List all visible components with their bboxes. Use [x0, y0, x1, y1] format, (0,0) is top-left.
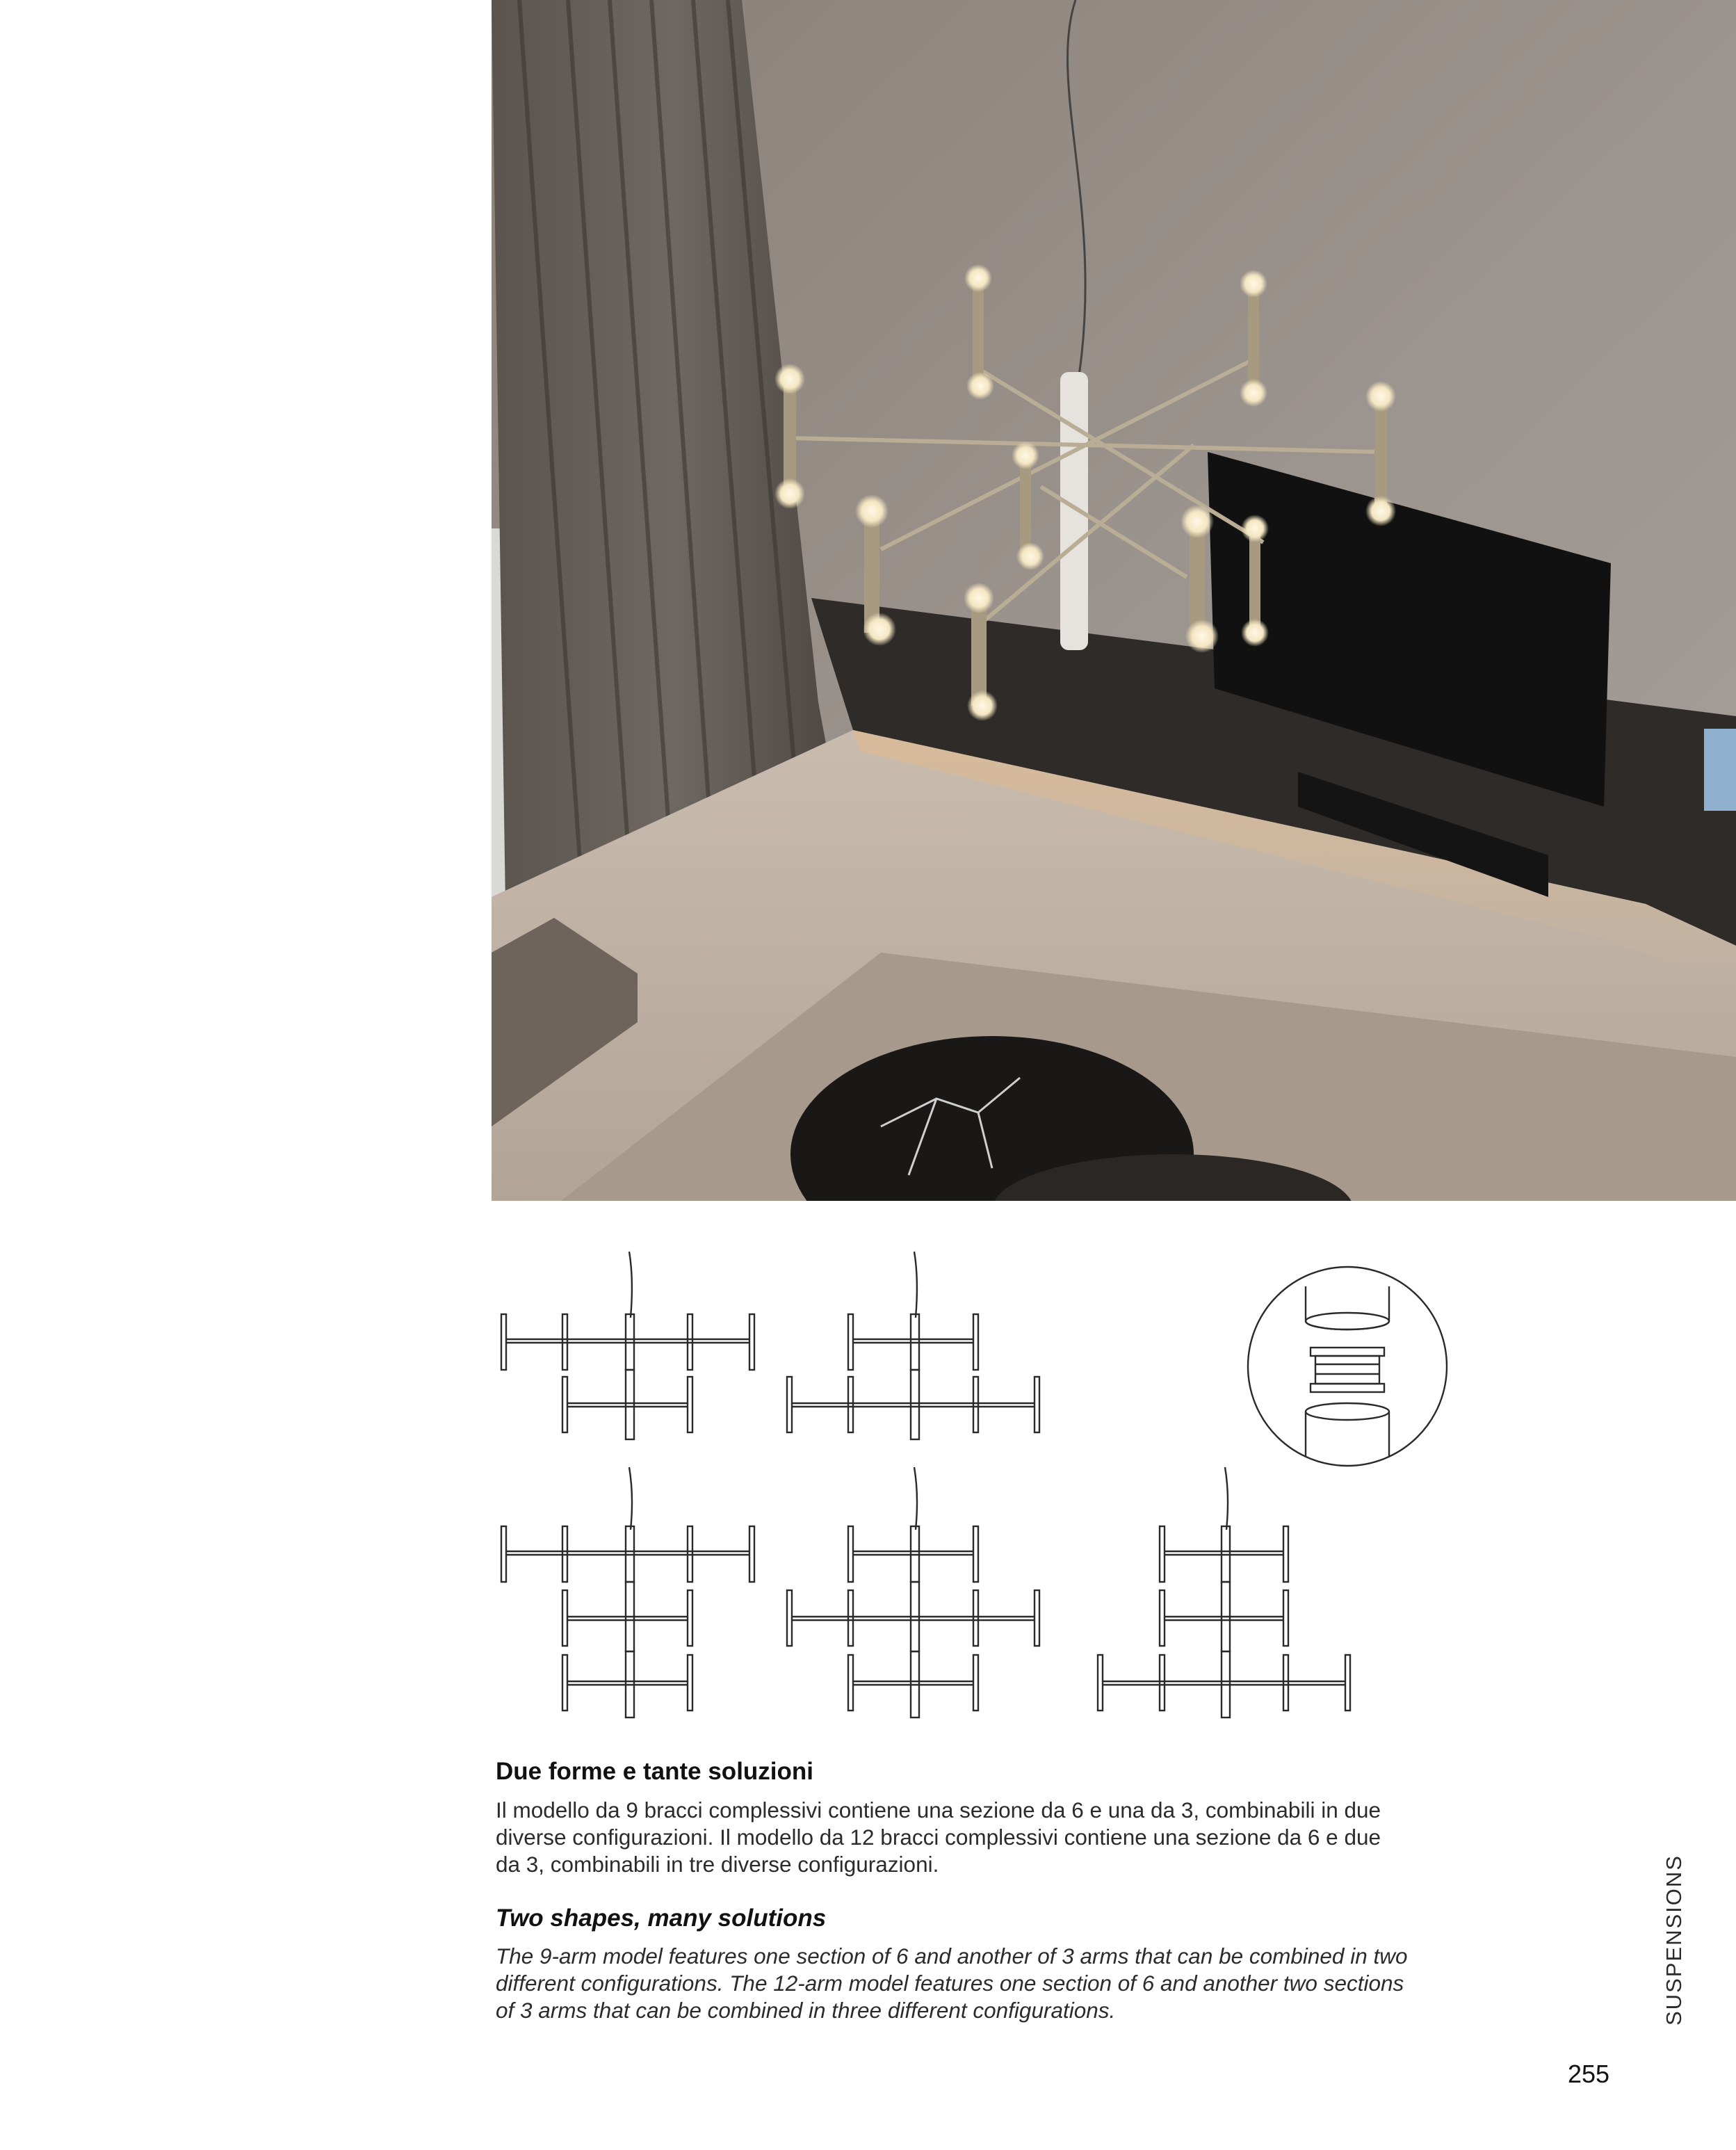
config-12-arm-b	[787, 1467, 1039, 1717]
italian-line: diverse configurazioni. Il modello da 12 bracci complessivi contiene una sezione da 6 e due	[496, 1825, 1381, 1850]
italian-line: Il modello da 9 bracci complessivi contiene una sezione da 6 e una da 3, combinabili in due	[496, 1797, 1381, 1822]
english-line: of 3 arms that can be combined in three different configurations.	[496, 1998, 1116, 2023]
configuration-diagrams	[487, 1245, 1502, 1731]
italian-line: da 3, combinabili in tre diverse configurazioni.	[496, 1852, 939, 1877]
configuration-diagrams-svg	[487, 1245, 1502, 1731]
config-12-arm-c	[1098, 1467, 1350, 1717]
english-line: The 9-arm model features one section of 6 and another of 3 arms that can be combined in two	[496, 1943, 1408, 1969]
config-9-arm-a	[501, 1252, 754, 1439]
italian-heading: Due forme e tante soluzioni	[496, 1758, 813, 1785]
english-heading: Two shapes, many solutions	[496, 1905, 827, 1932]
connector-detail-icon	[1248, 1267, 1447, 1466]
interior-scene	[492, 0, 1736, 1201]
config-9-arm-b	[787, 1252, 1039, 1439]
english-description	[496, 1943, 1469, 2024]
section-label: SUSPENSIONS	[1662, 1854, 1686, 2026]
english-line: different configurations. The 12-arm model features one section of 6 and another two sections	[496, 1971, 1404, 1996]
config-12-arm-a	[501, 1467, 754, 1717]
product-photo	[492, 0, 1736, 1201]
section-color-tab	[1704, 729, 1736, 811]
italian-description	[496, 1797, 1469, 1878]
page-number: 255	[1568, 2060, 1610, 2088]
